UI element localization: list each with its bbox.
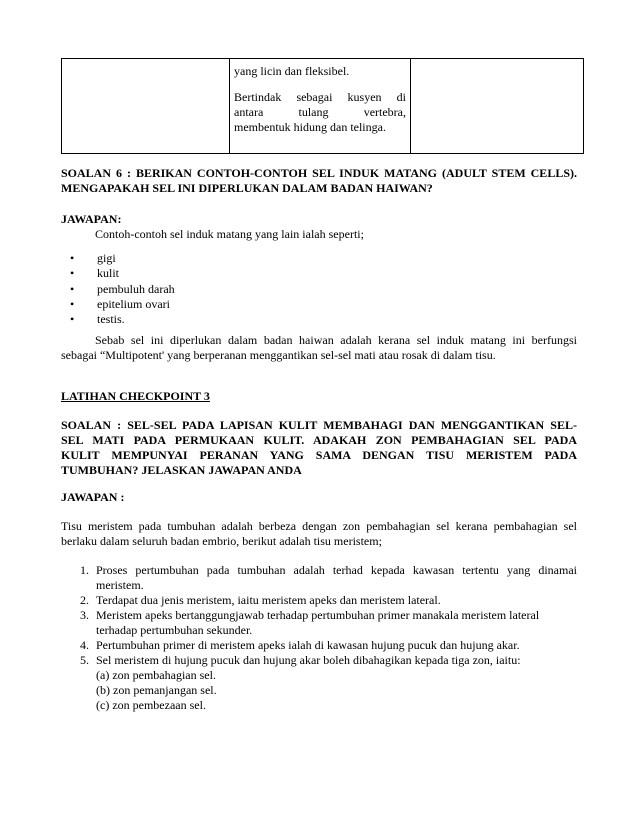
cell-text-line: Bertindak sebagai kusyen di <box>234 90 406 104</box>
list-item: • kulit <box>70 266 120 281</box>
q6-intro: Contoh-contoh sel induk matang yang lain ialah seperti; <box>95 227 364 241</box>
q6-explanation-line: sebagai “Multipotent' yang berperanan menggantikan sel-sel mati atau rosak di dalam tisu. <box>61 348 496 362</box>
cell-text-line: yang licin dan fleksibel. <box>234 64 350 78</box>
list-item: 1. Proses pertumbuhan pada tumbuhan adalah terhad kepada kawasan tertentu yang dinamai meristem. <box>80 563 577 592</box>
bullet-icon: • <box>70 251 75 265</box>
intro-line: Tisu meristem pada tumbuhan adalah berbeza dengan zon pembahagian sel kerana pembahagian sel <box>61 519 577 533</box>
list-item: 4. Pertumbuhan primer di meristem apeks ialah di kawasan hujung pucuk dan hujung akar. <box>80 638 520 652</box>
table-fragment <box>61 58 584 154</box>
q6-example-list <box>70 251 175 327</box>
question-line: TUMBUHAN? JELASKAN JAWAPAN ANDA <box>61 463 302 477</box>
q6-title <box>61 166 577 196</box>
q6-title-line: MENGAPAKAH SEL INI DIPERLUKAN DALAM BADAN HAIWAN? <box>61 181 433 195</box>
question-line: SEL MATI PADA PERMUKAAN KULIT. ADAKAH ZON PEMBAHAGIAN SEL PADA <box>61 433 577 447</box>
checkpoint-heading: LATIHAN CHECKPOINT 3 <box>61 389 210 403</box>
list-item: • epitelium ovari <box>70 296 170 311</box>
q6-explanation <box>61 333 577 363</box>
bullet-icon: • <box>70 312 75 327</box>
list-item: • testis. <box>70 312 125 327</box>
checkpoint-answer-label: JAWAPAN : <box>61 490 125 504</box>
list-item: 2. Terdapat dua jenis meristem, iaitu meristem apeks dan meristem lateral. <box>80 593 441 607</box>
list-item: 5. Sel meristem di hujung pucuk dan hujung akar boleh dibahagikan kepada tiga zon, iaitu: (a) zon pembahagian sel. (b) zon pemanjangan sel. (c) zon pembezaan sel. <box>80 653 521 712</box>
checkpoint-intro <box>61 519 577 549</box>
list-item: • gigi <box>70 251 116 265</box>
checkpoint-question <box>61 418 577 478</box>
table-cell-empty-left <box>62 59 230 154</box>
cell-text-line: antara tulang vertebra, <box>234 105 406 119</box>
q6-explanation-line: Sebab sel ini diperlukan dalam badan haiwan adalah kerana sel induk matang ini berfungsi <box>95 333 577 347</box>
bullet-icon: • <box>70 266 75 281</box>
list-item: 3. Meristem apeks bertanggungjawab terhadap pertumbuhan primer manakala meristem lateral terhadap pertumbuhan sekunder. <box>80 608 540 637</box>
q6-title-line: SOALAN 6 : BERIKAN CONTOH-CONTOH SEL INDUK MATANG (ADULT STEM CELLS). <box>61 166 577 180</box>
intro-line: berlaku dalam seluruh badan embrio, berikut adalah tisu meristem; <box>61 534 382 548</box>
table-cell-description <box>230 59 411 154</box>
table-cell-empty-right <box>411 59 584 154</box>
q6-answer-label: JAWAPAN: <box>61 212 122 226</box>
bullet-icon: • <box>70 281 75 296</box>
question-line: SOALAN : SEL-SEL PADA LAPISAN KULIT MEMBAHAGI DAN MENGGANTIKAN SEL- <box>61 418 577 432</box>
cell-text-line: membentuk hidung dan telinga. <box>234 120 386 134</box>
question-line: KULIT MEMPUNYAI PERANAN YANG SAMA DENGAN TISU MERISTEM PADA <box>61 448 577 462</box>
list-item: • pembuluh darah <box>70 281 175 296</box>
bullet-icon: • <box>70 296 75 311</box>
meristem-points-list <box>80 563 577 713</box>
